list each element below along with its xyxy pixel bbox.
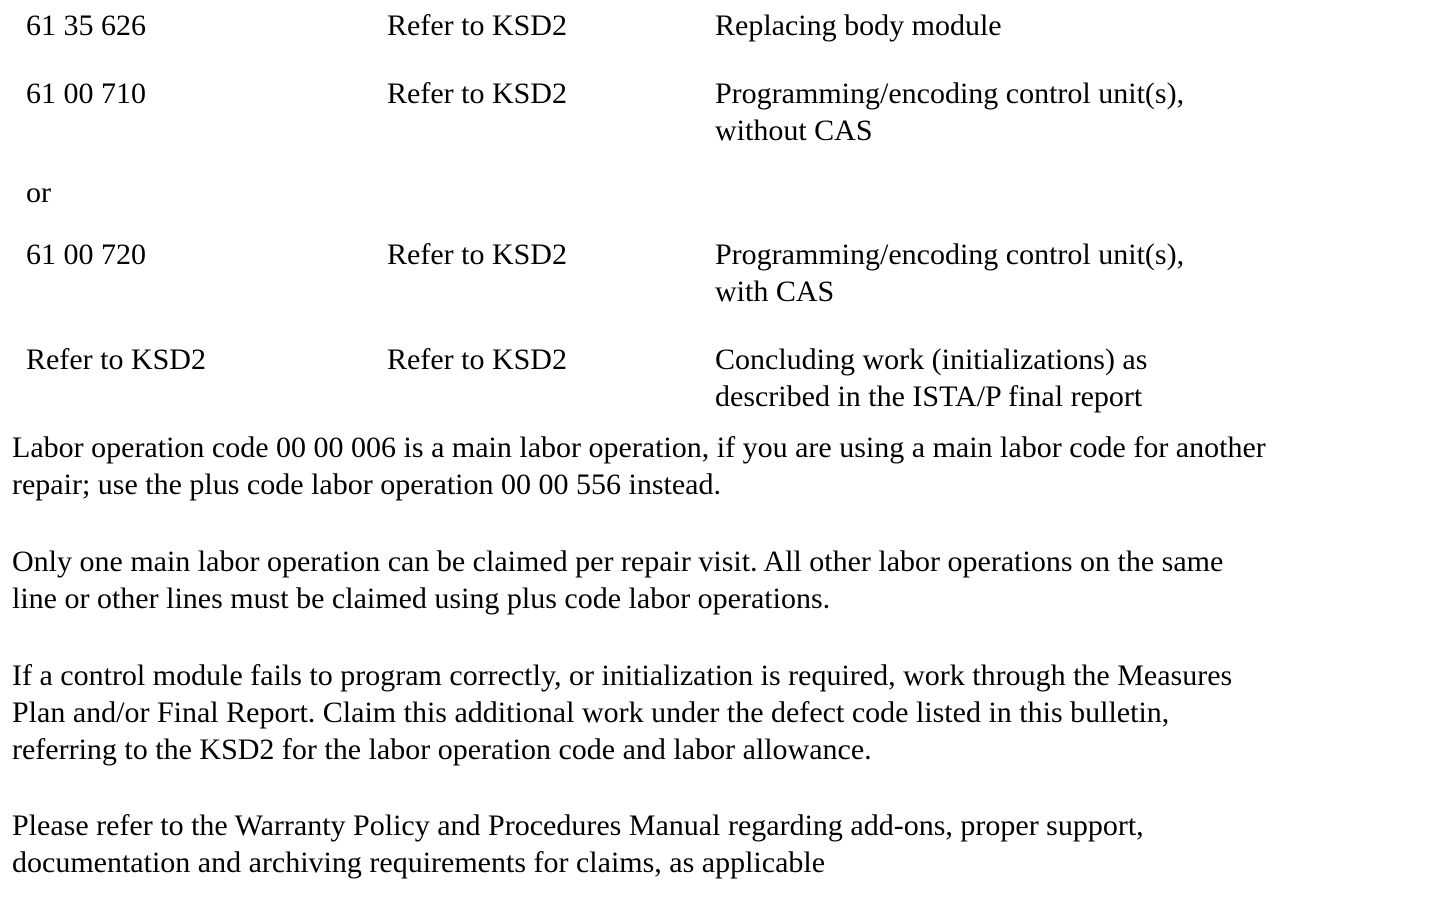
paragraph-warranty-policy: [12, 807, 1144, 881]
labor-code-cell: Refer to KSD2: [26, 343, 206, 376]
labor-code-cell: 61 00 720: [26, 238, 146, 271]
paragraph-line: Labor operation code 00 00 006 is a main labor operation, if you are using a main labor code for another: [12, 431, 1266, 464]
description-cell: [715, 341, 1147, 415]
description-line: Programming/encoding control unit(s),: [715, 77, 1185, 110]
paragraph-line: Only one main labor operation can be claimed per repair visit. All other labor operations on the same: [12, 545, 1224, 578]
description-cell: [715, 7, 1002, 44]
description-line: Concluding work (initializations) as: [715, 343, 1148, 376]
labor-time-cell: Refer to KSD2: [387, 238, 567, 271]
paragraph-line: line or other lines must be claimed using plus code labor operations.: [12, 582, 831, 615]
description-line: Programming/encoding control unit(s),: [715, 238, 1185, 271]
labor-code-cell: 61 00 710: [26, 77, 146, 110]
description-line: with CAS: [715, 275, 835, 308]
paragraph-line: Plan and/or Final Report. Claim this additional work under the defect code listed in this bulletin,: [12, 696, 1170, 729]
paragraph-one-main-operation: [12, 543, 1223, 617]
or-label: or: [26, 176, 51, 209]
description-line: without CAS: [715, 114, 873, 147]
paragraph-control-module-fails: [12, 657, 1232, 768]
paragraph-line: documentation and archiving requirements for claims, as applicable: [12, 846, 826, 879]
description-cell: [715, 75, 1184, 149]
labor-code-cell: 61 35 626: [26, 9, 146, 42]
labor-time-cell: Refer to KSD2: [387, 343, 567, 376]
description-line: described in the ISTA/P final report: [715, 380, 1143, 413]
paragraph-line: Please refer to the Warranty Policy and Procedures Manual regarding add-ons, proper support,: [12, 809, 1144, 842]
paragraph-line: If a control module fails to program correctly, or initialization is required, work through the Measures: [12, 659, 1233, 692]
labor-time-cell: Refer to KSD2: [387, 77, 567, 110]
labor-time-cell: Refer to KSD2: [387, 9, 567, 42]
description-cell: [715, 236, 1184, 310]
paragraph-main-labor-operation: [12, 429, 1266, 503]
paragraph-line: repair; use the plus code labor operation 00 00 556 instead.: [12, 468, 721, 501]
paragraph-line: referring to the KSD2 for the labor operation code and labor allowance.: [12, 733, 872, 766]
description-line: Replacing body module: [715, 9, 1002, 42]
